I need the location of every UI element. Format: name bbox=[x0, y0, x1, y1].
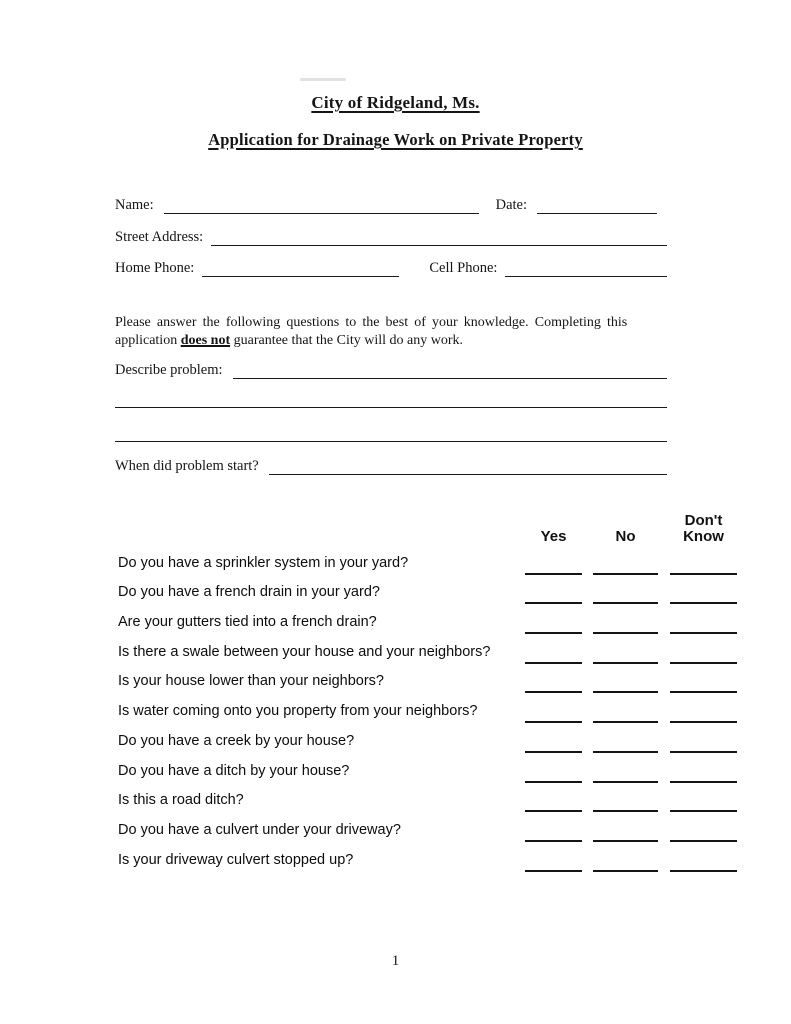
instructions-paragraph bbox=[115, 314, 671, 349]
answer-blank-no bbox=[593, 571, 658, 575]
answer-blank-no bbox=[593, 779, 658, 783]
answer-blank-dont-know bbox=[670, 600, 737, 604]
cell-phone-label: Cell Phone: bbox=[429, 260, 498, 276]
question-text: Are your gutters tied into a french drain? bbox=[118, 614, 377, 631]
name-label: Name: bbox=[115, 197, 154, 213]
answer-blank-dont-know bbox=[670, 571, 737, 575]
document-subtitle: Application for Drainage Work on Private Property bbox=[208, 130, 583, 149]
answer-blank-yes bbox=[525, 689, 582, 693]
writing-line bbox=[115, 441, 667, 442]
when-start-label: When did problem start? bbox=[115, 458, 259, 474]
instructions-line1: Please answer the following questions to the best of your knowledge. Completing this bbox=[115, 315, 628, 330]
dont-know-column-header: Don't Know bbox=[683, 512, 724, 545]
answer-blank-no bbox=[593, 838, 658, 842]
answer-blank-yes bbox=[525, 749, 582, 753]
question-text: Do you have a ditch by your house? bbox=[118, 762, 350, 779]
street-address-write-line bbox=[211, 243, 667, 246]
date-label: Date: bbox=[495, 197, 527, 213]
question-text: Do you have a creek by your house? bbox=[118, 732, 355, 749]
answer-blank-dont-know bbox=[670, 779, 737, 783]
date-write-line bbox=[537, 211, 657, 214]
answer-blank-no bbox=[593, 808, 658, 812]
answer-blank-yes bbox=[525, 719, 582, 723]
answer-blank-dont-know bbox=[670, 868, 737, 872]
describe-problem-row bbox=[115, 362, 667, 379]
answer-blank-no bbox=[593, 600, 658, 604]
answer-blank-no bbox=[593, 749, 658, 753]
when-start-row bbox=[115, 458, 667, 475]
describe-problem-label: Describe problem: bbox=[115, 362, 223, 378]
question-text: Is your house lower than your neighbors? bbox=[118, 673, 384, 690]
question-text: Is water coming onto you property from your neighbors? bbox=[118, 703, 478, 720]
question-text: Is this a road ditch? bbox=[118, 792, 244, 809]
question-row bbox=[118, 693, 737, 723]
answer-blank-no bbox=[593, 719, 658, 723]
answer-blank-dont-know bbox=[670, 719, 737, 723]
question-row bbox=[118, 575, 737, 605]
answer-blank-no bbox=[593, 868, 658, 872]
question-row bbox=[118, 753, 737, 783]
question-row bbox=[118, 545, 737, 575]
describe-problem-write-line bbox=[233, 376, 667, 379]
answer-blank-yes bbox=[525, 630, 582, 634]
question-text: Do you have a sprinkler system in your yard? bbox=[118, 554, 409, 571]
street-address-row bbox=[115, 229, 667, 246]
question-row bbox=[118, 634, 737, 664]
instructions-line2-post: guarantee that the City will do any work. bbox=[230, 332, 463, 348]
no-column-header: No bbox=[615, 528, 636, 545]
name-write-line bbox=[164, 211, 479, 214]
cell-phone-write-line bbox=[505, 274, 667, 277]
questions-section bbox=[118, 505, 737, 872]
answer-blank-yes bbox=[525, 779, 582, 783]
answer-blank-yes bbox=[525, 808, 582, 812]
question-text: Do you have a french drain in your yard? bbox=[118, 584, 380, 601]
document-title: City of Ridgeland, Ms. bbox=[311, 93, 480, 112]
when-start-write-line bbox=[269, 472, 667, 475]
question-text: Is your driveway culvert stopped up? bbox=[118, 851, 354, 868]
question-row bbox=[118, 812, 737, 842]
home-phone-write-line bbox=[202, 274, 399, 277]
home-phone-label: Home Phone: bbox=[115, 260, 195, 276]
answer-blank-dont-know bbox=[670, 660, 737, 664]
answer-blank-no bbox=[593, 660, 658, 664]
question-row bbox=[118, 842, 737, 872]
question-row bbox=[118, 604, 737, 634]
answer-blank-yes bbox=[525, 868, 582, 872]
page-number: 1 bbox=[391, 953, 400, 969]
does-not-emphasis: does not bbox=[180, 332, 231, 348]
question-row bbox=[118, 723, 737, 753]
street-address-label: Street Address: bbox=[115, 229, 204, 245]
answer-blank-yes bbox=[525, 660, 582, 664]
name-date-row bbox=[115, 197, 657, 214]
answer-blank-yes bbox=[525, 838, 582, 842]
answer-blank-no bbox=[593, 689, 658, 693]
answer-blank-dont-know bbox=[670, 838, 737, 842]
scan-artifact bbox=[300, 78, 346, 81]
question-row bbox=[118, 783, 737, 813]
question-row bbox=[118, 664, 737, 694]
answer-blank-dont-know bbox=[670, 808, 737, 812]
answer-column-headers bbox=[118, 505, 737, 545]
question-text: Is there a swale between your house and your neighbors? bbox=[118, 643, 491, 660]
question-text: Do you have a culvert under your driveway? bbox=[118, 821, 401, 838]
answer-blank-no bbox=[593, 630, 658, 634]
instructions-line2-pre: application bbox=[115, 332, 181, 348]
answer-blank-dont-know bbox=[670, 749, 737, 753]
phone-row bbox=[115, 260, 667, 277]
answer-blank-dont-know bbox=[670, 630, 737, 634]
writing-line bbox=[115, 407, 667, 408]
answer-blank-dont-know bbox=[670, 689, 737, 693]
answer-blank-yes bbox=[525, 571, 582, 575]
answer-blank-yes bbox=[525, 600, 582, 604]
yes-column-header: Yes bbox=[540, 528, 567, 545]
